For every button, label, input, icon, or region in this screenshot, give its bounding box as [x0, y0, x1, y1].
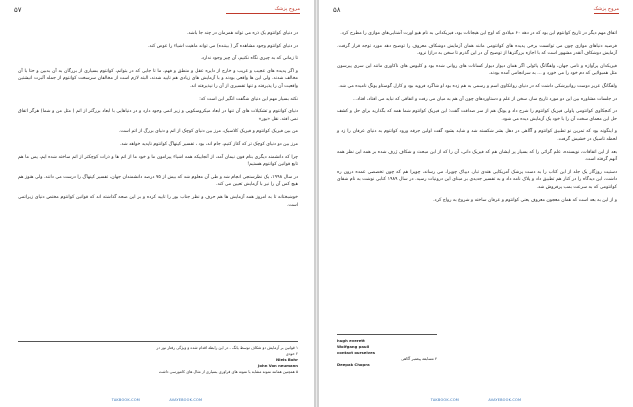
- paragraph: ولفگانگ عزیز دوست روانپزشکی داشت که در دنیای روانکاوی اسم و رسمی به هم زده بود او شاگرد فروید بود و کارل گوستاو یونگ نامیده می شد.: [338, 83, 617, 89]
- paragraph: در کنجکاوی کوانتومی پاولی فیزیک کوانتوم را شرح داد و یونگ هم از سر صداقت گفت: این فیزیک کوانتوم شما همه که بگذارید برای حل و کشف حل این معمای سخت آن را با خود یک آزمایش دیده می شود.: [337, 109, 617, 122]
- page-number: ۵۷: [14, 6, 22, 14]
- site-link[interactable]: TAKBOOK.COM: [111, 398, 140, 402]
- paragraph: اتفاق مهم دیگر در تاریخ کوانتوم این بود که در دهه ۶۰ میلادی که اوج این هیجانات بود، فیزیکدانی به نام هیو اورت آشنایی‌های موازی را مطرح کرد.: [340, 31, 617, 36]
- paragraph: در سال ۱۹۹۸، یک نظرسنجی انجام شد و طی آن معلوم شد که بیش از ۷۵ درصد دانشمندان جهان، تفسیر کپنهاگ را درست می دانند. ولی هنوز هم هیچ کس آن را نیز با آزمایش تعیین می کند.: [18, 174, 298, 188]
- footnote: Wolfgang pauli: [337, 344, 370, 349]
- footnote: Niels Bohr: [275, 357, 298, 362]
- left-page: [0, 0, 315, 407]
- right-page: [318, 0, 633, 407]
- site-link[interactable]: TAKBOOK.COM: [430, 398, 459, 402]
- paragraph: من بین فیزیک کوانتوم و فیزیک کلاسیک، مرز بین دنیای کوچک از اتم و دنیای بزرگ از اتم است.: [118, 129, 298, 135]
- paragraph: در جلسات مشاوره بین این دو مورد تاریخ ساز، سخن از علم و دستاوردهای چون آن هم به میان می رفت و اتفاقی که نباید می افتاد، افتاد...: [352, 96, 617, 102]
- footnote: Deepak Chopra: [337, 362, 370, 367]
- paragraph: بعد از این اتفاقات، نویسنده، علم گرائی را که بسیار پر ایشان هم که فیزیک دانی، آن را که از این مبحث و شکاف ژرف شده بر همه این نظر همه آنهم گرفته است.: [337, 149, 617, 163]
- paragraph: در دنیای کوانتوم یک ذره می تواند همزمان در چند جا باشد.: [186, 31, 298, 36]
- footnotes: [18, 341, 298, 375]
- footnote: ۵ همچنین همانند نمونه مشابه با نمونه های فراوری بسیاری از مثال های کانتورسی داشت: [158, 369, 298, 374]
- footnote: ۱ قوانین بر آزمایش دو شکاف توسط یانگ - در این رابطه اقدام شده و ویژگی رفتار نور در: [156, 345, 298, 350]
- paragraph: تا زمانی که به چیزی نگاه نکنیم، آن چیز وجود ندارد.: [200, 56, 298, 62]
- page-number: ۵۸: [333, 6, 341, 14]
- paragraph: فیزیکدان پرآوازه و نامی جهان، ولفگانگ پائولی اگر همان دیوار دیوار کسانات های روانی شده بود و کلیوس های ناکاوری مانند این سری پیرسون مثل همبولایی که دم خود را می خورد و ... به سرانجامی آمده بودند.: [337, 63, 617, 77]
- paragraph: خوشبختانه تا به امروز همه آزمایش ها هم حرف و نظر جناب بور را تایید کرده و بر این صحه گذاشته اند که قوانین کوانتوم مختص دنیای زیراتمی است.: [18, 194, 298, 208]
- body-text: [337, 30, 617, 209]
- site-link[interactable]: AVAYEBOOK.COM: [169, 398, 203, 402]
- paragraph: چرا که دانشمند دیگری بنام فون نیمان آمد، از آنجاییکه همه اشیاء پیرامون ما و خود ما از اتم ها و ذرات کوچکتر از اتم ساخته شده ایم، پس ما هم تابع قوانین کوانتوم هستیم!: [18, 154, 298, 168]
- body-text: [18, 30, 298, 214]
- site-footer: [319, 398, 633, 402]
- footnote: contact ourselves: [337, 350, 375, 355]
- paragraph: فرضیه دنیاهای موازی چون می توانست برخی پدیده های کوانتومی مانند همان آزمایش دوشکاف معروف را توضیح دهد مورد توجه قرار گرفت. آزمایش دوشکاف آنقدر مشهور است که با اجازه بزرگترها از توضیح آن در این گذرم تا سخن به درازا نرود.: [337, 43, 617, 57]
- footnote: ۲ خودی: [285, 351, 298, 356]
- footnote: John Von neumann: [257, 363, 298, 368]
- paragraph: نکته بسیار مهم این دنیای شگفت انگیز این است که:: [199, 96, 298, 102]
- paragraph: و اگر پدیده های عجیب و غریب و خارج از دایره عقل و منطق و فهم، ما تا جایی که در بتوانم، کوانتوم بسیاری از بزرگان به آن بدبین و حتا با آن مخالف شدند. ولی این ها واقعی بودند و با آزمایش های زیادی هم تایید شدند، البته لازم است از مخالفان سرسخت کوانتوم از جمله آلبرت انیشتین واقعیت آن را پذیرفته و تنها تفسیری از آن را نپذیرفته اند.: [18, 68, 298, 89]
- paragraph: دستیت روزگار یک جلد از این کتاب را به دست پزشک آمریکایی هندی تبار، دیپاک چوپرا، می رساند، چوپرا هم که چون تخصصی عمده درون ره داشت، این دیدگاه را در کنار هم تطبیق داد و پلاک نامه داد و به تفسیر جدیدی بر مبنای این درونیات رسید. در سال ۱۹۸۹ کتابی نوشت به نام شفای کوانتومی که به سرعت بمب پرفروش شد.: [337, 169, 618, 190]
- footnote: hugh everett: [337, 338, 365, 343]
- paragraph: در دنیای کوانتوم وجود مشاهده گر ( بیننده) می تواند ماهیت اشیاء را عوض کند.: [147, 43, 298, 49]
- paragraph: دنیای کوانتوم و تشکیلات های آن تنها در ابعاد میکروسکوپی و زیر اتمی وجود دارد و در دنیاهایی با ابعاد بزرگتر از اتم ( مثل من و شما) هرگز اتفاق نمی افتد. نقل «بور»: [18, 109, 298, 122]
- site-link[interactable]: AVAYEBOOK.COM: [488, 398, 522, 402]
- footnote: ۴ مسابقه پیغمبر آگاهی: [401, 356, 437, 361]
- paragraph: و از این به بعد است که همان معجون معروف یعنی کوانتوم و عرفان ساخته و شروع به رواج کرد.: [433, 197, 617, 203]
- footnotes: [337, 334, 437, 368]
- paragraph: مرز بین دو دنیای کوچک تر که آغاز کنیم، جام اند، بود ، تفسیر کپنهاگ کوانتوم ناپدید خواهد شد.: [119, 141, 298, 147]
- running-header: مروج پزشک: [593, 6, 619, 12]
- running-header: مروج پزشک: [226, 6, 300, 14]
- paragraph: و اینگونه بود که تمرین نو تطبیق کوانتوم و آگاهی در دهل بشر شکسته شد و شاید بشود گفت اولین جرقه ورود کوانتوم به دنیای عرفان را زد و لحظه تاسیک در خشیش گرفت.: [337, 129, 617, 142]
- site-footer: [0, 398, 314, 402]
